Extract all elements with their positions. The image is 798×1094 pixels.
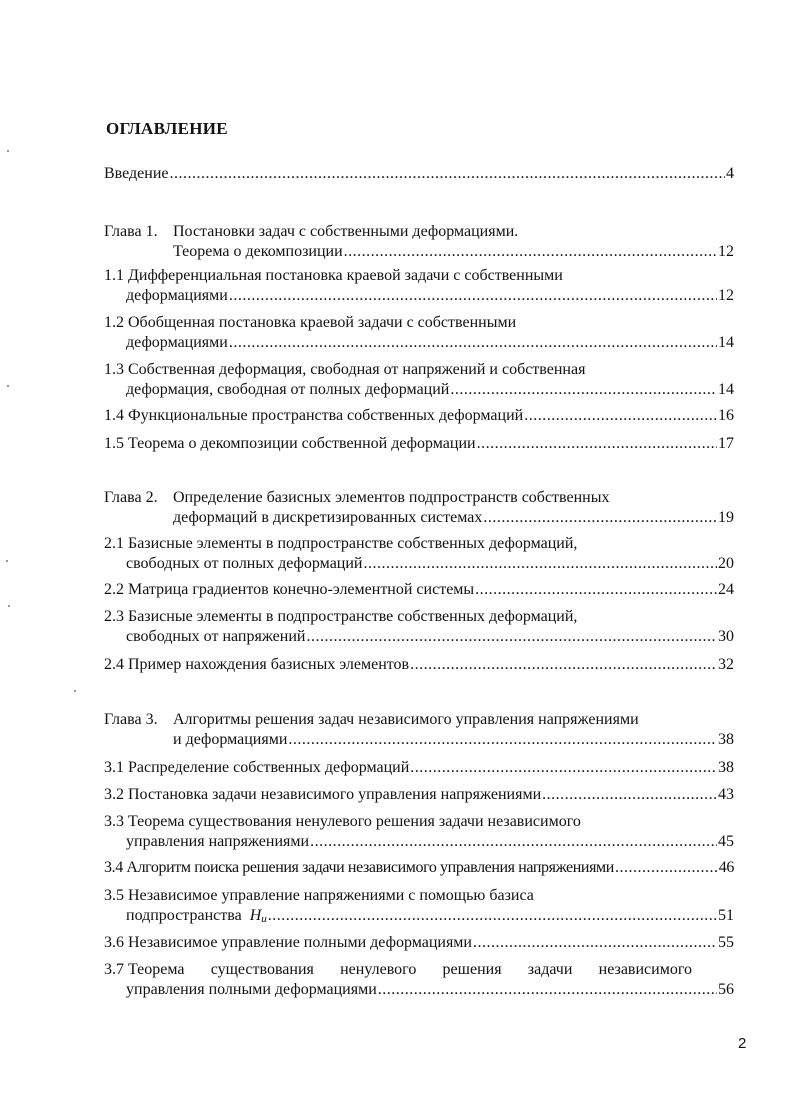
dot-leader bbox=[524, 406, 717, 426]
section-title-line2 bbox=[126, 906, 267, 929]
dot-leader bbox=[410, 758, 717, 778]
entry-page: 38 bbox=[718, 759, 734, 776]
title-word: решения bbox=[442, 961, 502, 978]
toc-section-2-3[interactable] bbox=[104, 607, 734, 647]
entry-page: 51 bbox=[718, 907, 734, 924]
entry-page: 46 bbox=[718, 859, 734, 876]
subspace-symbol: H bbox=[249, 907, 262, 924]
entry-page: 43 bbox=[718, 786, 734, 803]
section-number: 3.7 bbox=[104, 961, 124, 978]
title-word: независимого bbox=[598, 961, 692, 978]
chapter-title-line2: Теорема о декомпозиции bbox=[173, 243, 343, 260]
section-title: Пример нахождения базисных элементов bbox=[128, 656, 410, 673]
toc-section-2-4[interactable] bbox=[104, 655, 734, 675]
dot-leader bbox=[229, 286, 717, 306]
section-title: Распределение собственных деформаций bbox=[128, 759, 410, 776]
section-title: Функциональные пространства собственных деформаций bbox=[128, 407, 524, 424]
section-number: 3.3 bbox=[104, 813, 124, 830]
dot-leader bbox=[475, 580, 717, 600]
dot-leader bbox=[288, 730, 717, 750]
entry-text: Введение bbox=[104, 165, 169, 182]
section-number: 1.1 bbox=[104, 267, 124, 284]
section-title-line1 bbox=[128, 960, 692, 980]
chapter-number: Глава 3. bbox=[104, 711, 158, 728]
section-title: Независимое управление полными деформациями bbox=[128, 934, 472, 951]
entry-page: 32 bbox=[718, 656, 734, 673]
section-title-line1: Обобщенная постановка краевой задачи с собственными bbox=[128, 314, 517, 331]
section-title-line1: Базисные элементы в подпространстве собственных деформаций, bbox=[128, 535, 578, 552]
title-word: существования bbox=[210, 961, 314, 978]
toc-chapter-2[interactable] bbox=[104, 488, 734, 528]
entry-page: 56 bbox=[718, 981, 734, 998]
toc-section-2-1[interactable] bbox=[104, 534, 734, 574]
section-title: Алгоритм поиска решения задачи независимого управления напряжениями bbox=[126, 859, 614, 876]
entry-page: 12 bbox=[718, 243, 734, 260]
entry-page: 12 bbox=[718, 287, 734, 304]
toc-section-3-3[interactable] bbox=[104, 812, 734, 852]
scan-speck bbox=[74, 690, 76, 692]
section-title-line1: Дифференциальная постановка краевой задачи с собственными bbox=[128, 267, 563, 284]
toc-section-3-1[interactable] bbox=[104, 758, 734, 778]
section-number: 3.5 bbox=[104, 887, 124, 904]
chapter-title-line1: Определение базисных элементов подпространств собственных bbox=[173, 489, 610, 506]
entry-page: 30 bbox=[718, 628, 734, 645]
subspace-symbol-subscript: u bbox=[261, 913, 267, 925]
dot-leader bbox=[268, 906, 717, 926]
section-number: 1.5 bbox=[104, 435, 124, 452]
toc-section-2-2[interactable] bbox=[104, 580, 734, 600]
entry-page: 24 bbox=[718, 581, 734, 598]
dot-leader bbox=[473, 933, 717, 953]
title-word: Теорема bbox=[128, 961, 185, 978]
section-number: 2.2 bbox=[104, 581, 124, 598]
section-number: 2.1 bbox=[104, 535, 124, 552]
chapter-number: Глава 1. bbox=[104, 223, 158, 240]
dot-leader bbox=[410, 655, 717, 675]
section-number: 2.4 bbox=[104, 656, 124, 673]
entry-page: 14 bbox=[718, 334, 734, 351]
dot-leader bbox=[310, 832, 717, 852]
entry-page: 45 bbox=[718, 833, 734, 850]
toc-title: ОГЛАВЛЕНИЕ bbox=[106, 119, 228, 138]
chapter-title-line2: и деформациями bbox=[173, 731, 288, 748]
section-title-line1: Базисные элементы в подпространстве собственных деформаций, bbox=[128, 608, 578, 625]
dot-leader bbox=[170, 164, 726, 184]
dot-leader bbox=[363, 554, 717, 574]
entry-page: 55 bbox=[718, 934, 734, 951]
section-number: 3.1 bbox=[104, 759, 124, 776]
title-word: задачи bbox=[527, 961, 573, 978]
dot-leader bbox=[306, 627, 717, 647]
section-number: 2.3 bbox=[104, 608, 124, 625]
toc-entry-intro[interactable] bbox=[104, 164, 734, 184]
section-title-line1: Собственная деформация, свободная от напряжений и собственная bbox=[128, 361, 586, 378]
entry-page: 17 bbox=[718, 435, 734, 452]
dot-leader bbox=[615, 858, 718, 878]
toc-section-3-2[interactable] bbox=[104, 785, 734, 805]
toc-section-1-4[interactable] bbox=[104, 406, 734, 426]
entry-page: 38 bbox=[718, 731, 734, 748]
scan-speck bbox=[7, 385, 9, 387]
section-title-line2: свободных от напряжений bbox=[126, 628, 306, 645]
section-title-line1: Теорема существования ненулевого решения задачи независимого bbox=[128, 813, 581, 830]
dot-leader bbox=[483, 508, 717, 528]
toc-section-1-3[interactable] bbox=[104, 360, 734, 400]
toc-section-1-5[interactable] bbox=[104, 434, 734, 454]
chapter-number: Глава 2. bbox=[104, 489, 158, 506]
toc-section-1-1[interactable] bbox=[104, 266, 734, 306]
section-title: Матрица градиентов конечно-элементной системы bbox=[128, 581, 475, 598]
scan-speck bbox=[6, 560, 8, 562]
section-title-line1: Независимое управление напряжениями с помощью базиса bbox=[128, 887, 534, 904]
chapter-title-line1: Алгоритмы решения задач независимого управления напряжениями bbox=[173, 711, 639, 728]
section-title-line2: управления напряжениями bbox=[126, 833, 310, 850]
section-number: 3.6 bbox=[104, 934, 124, 951]
toc-section-3-7[interactable] bbox=[104, 960, 734, 1000]
section-number: 3.4 bbox=[104, 859, 123, 876]
entry-page: 19 bbox=[718, 509, 734, 526]
section-title: Теорема о декомпозиции собственной деформации bbox=[128, 435, 476, 452]
chapter-title-line2: деформаций в дискретизированных системах bbox=[173, 509, 483, 526]
section-number: 1.2 bbox=[104, 314, 124, 331]
section-title-line2: свободных от полных деформаций bbox=[126, 555, 363, 572]
section-number: 3.2 bbox=[104, 786, 124, 803]
toc-section-3-5[interactable] bbox=[104, 886, 734, 926]
entry-page: 20 bbox=[718, 555, 734, 572]
dot-leader bbox=[378, 980, 717, 1000]
section-title-line2: деформация, свободная от полных деформаций bbox=[126, 381, 450, 398]
toc-section-3-4[interactable] bbox=[104, 858, 734, 878]
section-number: 1.4 bbox=[104, 407, 124, 424]
dot-leader bbox=[229, 333, 717, 353]
page-number: 2 bbox=[738, 1035, 747, 1052]
section-title-text: подпространства bbox=[126, 907, 242, 924]
entry-page: 16 bbox=[718, 407, 734, 424]
chapter-title-line1: Постановки задач с собственными деформациями. bbox=[173, 223, 519, 240]
section-title-line2: деформациями bbox=[126, 334, 228, 351]
dot-leader bbox=[344, 242, 717, 262]
dot-leader bbox=[542, 785, 717, 805]
scan-speck bbox=[7, 150, 9, 152]
dot-leader bbox=[450, 380, 717, 400]
entry-page: 4 bbox=[726, 165, 734, 182]
entry-page: 14 bbox=[718, 381, 734, 398]
dot-leader bbox=[477, 434, 717, 454]
toc-section-3-6[interactable] bbox=[104, 933, 734, 953]
section-number: 1.3 bbox=[104, 361, 124, 378]
section-title: Постановка задачи независимого управления напряжениями bbox=[128, 786, 542, 803]
section-title-line2: деформациями bbox=[126, 287, 228, 304]
toc-section-1-2[interactable] bbox=[104, 313, 734, 353]
title-word: ненулевого bbox=[340, 961, 417, 978]
section-title-line2: управления полными деформациями bbox=[126, 981, 377, 998]
toc-chapter-1[interactable] bbox=[104, 222, 734, 262]
scan-speck bbox=[8, 605, 10, 607]
toc-chapter-3[interactable] bbox=[104, 710, 734, 750]
